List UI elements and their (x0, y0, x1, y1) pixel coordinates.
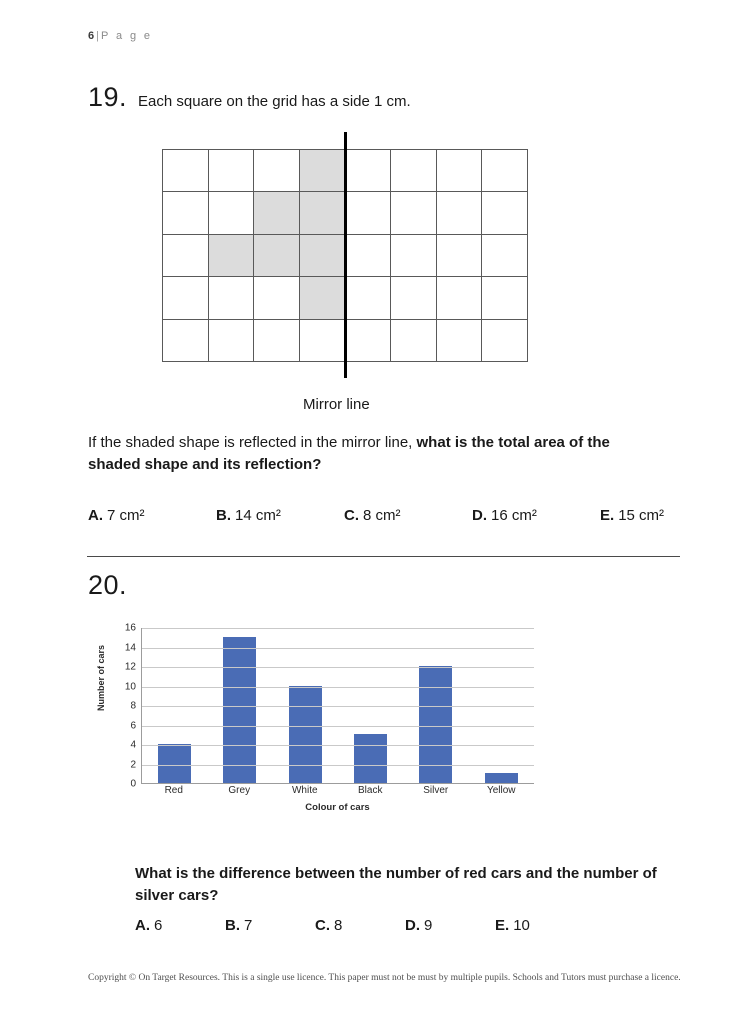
grid-cell-shaded (208, 234, 254, 276)
question-20-options (135, 917, 585, 934)
chart-y-tick-label: 2 (130, 759, 136, 770)
grid-cell (163, 150, 209, 192)
grid-cell (254, 150, 300, 192)
chart-x-tick-label: Silver (423, 785, 449, 796)
option-e[interactable] (495, 917, 585, 934)
page-header-separator: | (96, 30, 99, 42)
grid-cell-shaded (254, 234, 300, 276)
chart-bar (158, 744, 191, 783)
chart-gridline (142, 726, 534, 727)
option-a-text: 6 (154, 917, 163, 934)
option-d-text: 16 cm² (491, 507, 537, 524)
option-e-letter: E. (495, 917, 510, 934)
question-19-options (88, 507, 728, 524)
option-a-letter: A. (88, 507, 103, 524)
grid-cell (163, 234, 209, 276)
section-divider (87, 556, 680, 557)
chart-y-axis-ticks (114, 622, 136, 790)
chart-y-tick-label: 16 (124, 622, 136, 634)
grid-cell (208, 150, 254, 192)
option-a[interactable] (135, 917, 225, 934)
chart-bar (354, 734, 387, 783)
bar-chart (96, 622, 550, 825)
grid-cell (208, 319, 254, 361)
grid-cell-shaded (299, 277, 345, 319)
grid-cell (163, 192, 209, 234)
grid-cell (390, 150, 436, 192)
grid-cell (254, 319, 300, 361)
option-d[interactable] (405, 917, 495, 934)
page-number: 6 (88, 30, 95, 42)
chart-x-tick-label: White (291, 785, 318, 796)
grid-cell (436, 277, 482, 319)
question-20-number: 20. (88, 570, 128, 600)
question-19-prompt-normal: If the shaded shape is reflected in the mirror line, (88, 434, 417, 451)
chart-y-tick-label: 6 (130, 720, 136, 731)
grid-cell (254, 277, 300, 319)
option-c-letter: C. (344, 507, 359, 524)
chart-gridline (142, 687, 534, 688)
mirror-line (344, 132, 347, 378)
chart-y-tick-label: 0 (130, 778, 136, 790)
option-d-letter: D. (405, 917, 420, 934)
page-footer: Copyright © On Target Resources. This is a single use licence. This paper must not be must by multiple pupils. Schools and Tutors must purchase a licence. (88, 973, 681, 983)
option-e-letter: E. (600, 507, 615, 524)
option-c[interactable] (344, 507, 472, 524)
question-20-heading (88, 570, 127, 601)
chart-gridline (142, 765, 534, 766)
chart-plot-area (141, 628, 534, 784)
chart-x-tick-label: Black (358, 785, 383, 796)
grid-cell (482, 234, 528, 276)
grid-cell (163, 277, 209, 319)
question-20-prompt: What is the difference between the number of red cars and the number of silver cars? (135, 865, 657, 904)
chart-y-tick-label: 14 (124, 642, 136, 653)
chart-gridline (142, 706, 534, 707)
chart-gridline (142, 667, 534, 668)
option-d-letter: D. (472, 507, 487, 524)
option-a[interactable] (88, 507, 216, 524)
option-b-text: 14 cm² (235, 507, 281, 524)
option-b-text: 7 (244, 917, 253, 934)
chart-y-tick-label: 10 (124, 681, 136, 692)
chart-bar (289, 686, 322, 784)
grid-cell (436, 150, 482, 192)
option-d[interactable] (472, 507, 600, 524)
chart-x-axis-label: Colour of cars (305, 802, 370, 813)
chart-y-tick-label: 12 (124, 661, 136, 673)
option-a-letter: A. (135, 917, 150, 934)
option-a-text: 7 cm² (107, 507, 145, 524)
option-e-text: 15 cm² (618, 507, 665, 524)
grid-cell (345, 150, 391, 192)
mirror-line-label: Mirror line (303, 396, 370, 413)
question-19-stem: Each square on the grid has a side 1 cm. (138, 93, 411, 110)
page-header-word: P a g e (100, 30, 153, 42)
grid-cell (299, 319, 345, 361)
grid-cell (390, 192, 436, 234)
option-e-text: 10 (513, 917, 530, 934)
option-b-letter: B. (225, 917, 240, 934)
option-c-letter: C. (315, 917, 330, 934)
grid-cell (208, 192, 254, 234)
question-19-number: 19. (88, 82, 128, 112)
grid-cell-shaded (299, 150, 345, 192)
grid-cell (436, 319, 482, 361)
chart-y-tick-label: 8 (130, 700, 136, 712)
grid-cell (436, 192, 482, 234)
chart-x-tick-label: Grey (228, 785, 251, 796)
chart-x-tick-label: Yellow (486, 785, 516, 796)
chart-bar (485, 773, 518, 783)
chart-y-tick-label: 4 (130, 739, 136, 751)
grid-cell (163, 319, 209, 361)
grid-cell (390, 277, 436, 319)
grid-cell (482, 319, 528, 361)
grid-cell-shaded (299, 234, 345, 276)
chart-bar (223, 637, 256, 783)
option-c-text: 8 cm² (363, 507, 401, 524)
grid-cell (345, 192, 391, 234)
option-c-text: 8 (334, 917, 343, 934)
grid-cell (436, 234, 482, 276)
grid-cell (345, 277, 391, 319)
grid-cell-shaded (299, 192, 345, 234)
grid-cell (482, 192, 528, 234)
chart-gridline (142, 648, 534, 649)
grid-cell (390, 234, 436, 276)
page-header (88, 30, 152, 42)
option-d-text: 9 (424, 917, 433, 934)
question-19-grid-figure (162, 149, 527, 361)
question-19-prompt (88, 432, 658, 476)
question-19-prompt-bold: what is the total area of the shaded shape and its reflection? (88, 434, 610, 473)
grid-cell (345, 234, 391, 276)
option-b[interactable] (216, 507, 344, 524)
question-19-heading (88, 82, 411, 113)
option-e[interactable] (600, 507, 728, 524)
grid-cell (208, 277, 254, 319)
grid-cell (345, 319, 391, 361)
grid-cell-shaded (254, 192, 300, 234)
chart-gridline (142, 745, 534, 746)
grid-cell (390, 319, 436, 361)
option-c[interactable] (315, 917, 405, 934)
grid-cell (482, 150, 528, 192)
option-b-letter: B. (216, 507, 231, 524)
chart-x-axis-ticks (141, 785, 534, 796)
chart-x-tick-label: Red (164, 785, 183, 796)
grid-cell (482, 277, 528, 319)
option-b[interactable] (225, 917, 315, 934)
chart-gridline (142, 628, 534, 629)
chart-y-axis-label: Number of cars (96, 644, 106, 711)
